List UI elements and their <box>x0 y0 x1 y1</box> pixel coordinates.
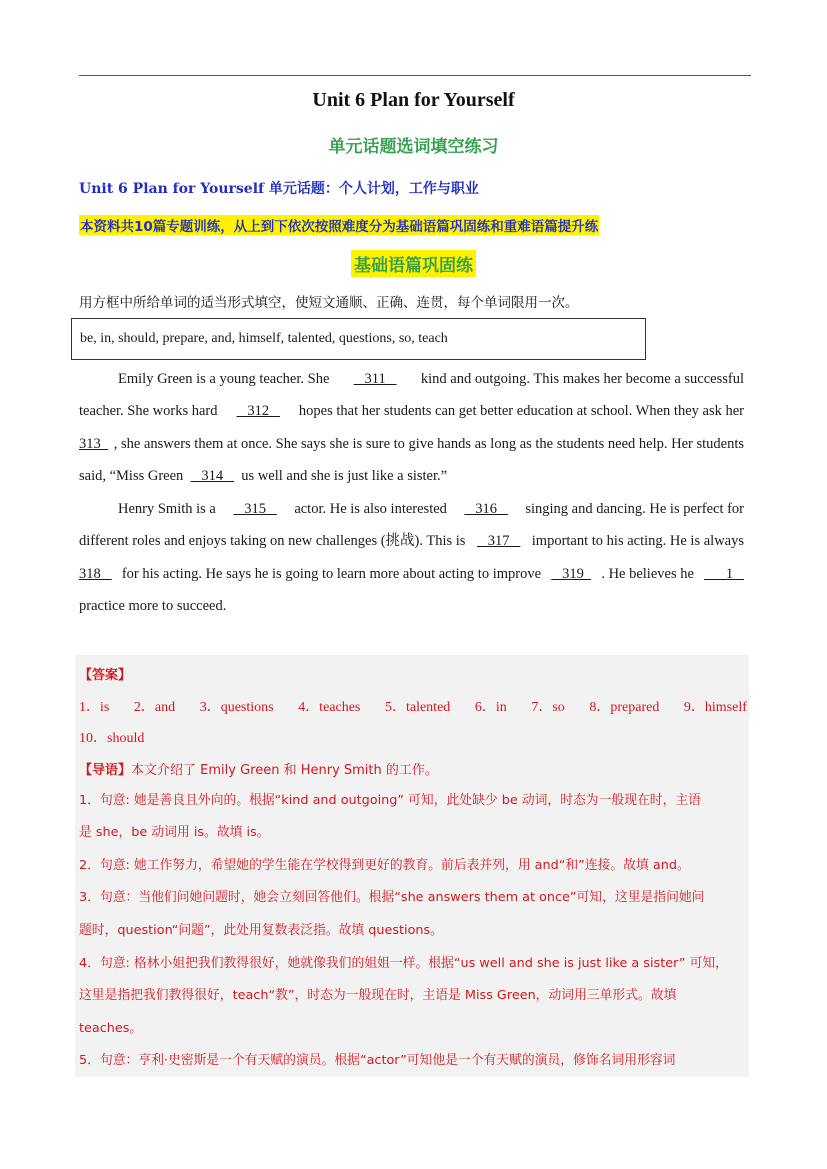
explanation-line <box>79 790 747 812</box>
answer-item: 1．is <box>79 700 110 715</box>
text-segment: us well and she is just like a sister.” <box>241 468 448 484</box>
explanation-text: 是 she，be 动词用 is。故填 is。 <box>79 825 270 840</box>
explanation-text: 题时，question“问题”，此处用复数表泛指。故填 questions。 <box>79 923 443 938</box>
passage-line <box>118 498 744 520</box>
header-rule <box>79 75 751 76</box>
answer-item: 6．in <box>474 700 507 715</box>
answer-item: 5．talented <box>384 700 451 715</box>
explanation-line <box>79 953 747 975</box>
passage-line <box>118 368 744 390</box>
word-box-list: be, in, should, prepare, and, himself, talented, questions, so, teach <box>80 331 448 346</box>
explanation-text: 这里是指把我们教得很好，teach“教”，时态为一般现在时，主语是 Miss Green，动词用三单形式。故填 <box>79 988 677 1003</box>
answer-item: 3．questions <box>199 700 274 715</box>
text-segment: for his acting. He says he is going to learn more about acting to improve <box>121 566 542 582</box>
answer-blank: 313 <box>79 436 108 452</box>
text-segment: actor. He is also interested <box>294 501 447 517</box>
section-heading <box>0 250 827 277</box>
answer-blank: 311 <box>353 371 397 387</box>
answer-blank: 318 <box>79 566 112 582</box>
answer-item: 4．teaches <box>298 700 361 715</box>
explanation-line <box>79 855 747 877</box>
passage-line <box>79 530 744 552</box>
explanation-line <box>79 822 747 844</box>
guide-text: 本文介绍了 Emily Green 和 Henry Smith 的工作。 <box>131 763 438 778</box>
guide-line <box>79 759 438 778</box>
passage-line <box>79 433 744 455</box>
answer-blank: 315 <box>233 501 277 517</box>
unit-topic: Unit 6 Plan for Yourself 单元话题：个人计划，工作与职业 <box>79 181 479 197</box>
answer-blank: 1 <box>704 566 744 582</box>
passage-line <box>79 400 744 422</box>
text-segment: Henry Smith is a <box>118 501 216 517</box>
answer-item: 9．himself <box>683 700 747 715</box>
explanation-line <box>79 1018 747 1040</box>
passage-line <box>79 595 744 617</box>
passage-line <box>79 563 744 585</box>
explanation-text: 2．句意: 她工作努力，希望她的学生能在学校得到更好的教育。前后表并列，用 and“和”连接。故填 and。 <box>79 858 690 873</box>
text-segment: hopes that her students can get better education at school. When they ask her <box>298 403 744 419</box>
text-segment: teacher. She works hard <box>79 403 218 419</box>
page-title: Unit 6 Plan for Yourself <box>312 89 515 111</box>
guide-label: 【导语】 <box>79 763 132 778</box>
word-box <box>71 318 646 360</box>
explanation-text: teaches。 <box>79 1021 143 1036</box>
explanation-text: 1．句意: 她是善良且外向的。根据“kind and outgoing” 可知，此处缺少 be 动词，时态为一般现在时，主语 <box>79 793 701 808</box>
answer-list <box>79 696 747 716</box>
text-segment: kind and outgoing. This makes her become a successful <box>420 371 744 387</box>
explanation-text: 4．句意: 格林小姐把我们教得很好，她就像我们的姐姐一样。根据“us well and she is just like a sister” 可知， <box>79 956 728 971</box>
answer-blank: 312 <box>236 403 280 419</box>
answer-item: 2．and <box>133 700 176 715</box>
page-subtitle: 单元话题选词填空练习 <box>328 137 499 157</box>
answer-blank: 319 <box>551 566 592 582</box>
answer-item: 7．so <box>531 700 565 715</box>
section-heading-text: 基础语篇巩固练 <box>351 250 476 277</box>
answer-blank: 317 <box>476 533 521 549</box>
explanation-line <box>79 887 747 909</box>
explanation-line <box>79 985 747 1007</box>
passage-line <box>79 465 744 487</box>
text-segment: different roles and enjoys taking on new challenges (挑战). This is <box>79 533 466 549</box>
exercise-instruction: 用方框中所给单词的适当形式填空，使短文通顺、正确、连贯，每个单词限用一次。 <box>79 295 579 311</box>
answer-blank: 314 <box>190 468 235 484</box>
text-segment: singing and dancing. He is perfect for <box>525 501 744 517</box>
text-segment: , she answers them at once. She says she is sure to give hands as long as the students need help. Her students <box>113 436 744 452</box>
answer-blank: 316 <box>464 501 508 517</box>
answer-item: 8．prepared <box>589 700 660 715</box>
text-segment: said, “Miss Green <box>79 468 184 484</box>
answer-label: 【答案】 <box>79 668 132 683</box>
material-notice: 本资料共10篇专题训练，从上到下依次按照难度分为基础语篇巩固练和重难语篇提升练 <box>79 215 599 235</box>
explanation-line <box>79 920 747 942</box>
explanation-line <box>79 1050 747 1072</box>
text-segment: important to his acting. He is always <box>531 533 744 549</box>
text-segment: practice more to succeed. <box>79 598 227 614</box>
explanation-text: 3．句意：当他们问她问题时，她会立刻回答他们。根据“she answers them at once”可知，这里是指问她问 <box>79 890 705 905</box>
text-segment: . He believes he <box>601 566 694 582</box>
explanation-text: 5．句意：亨利·史密斯是一个有天赋的演员。根据“actor”可知他是一个有天赋的演员，修饰名词用形容词 <box>79 1053 676 1068</box>
answer-item: 10．should <box>79 731 145 746</box>
text-segment: Emily Green is a young teacher. She <box>118 371 330 387</box>
